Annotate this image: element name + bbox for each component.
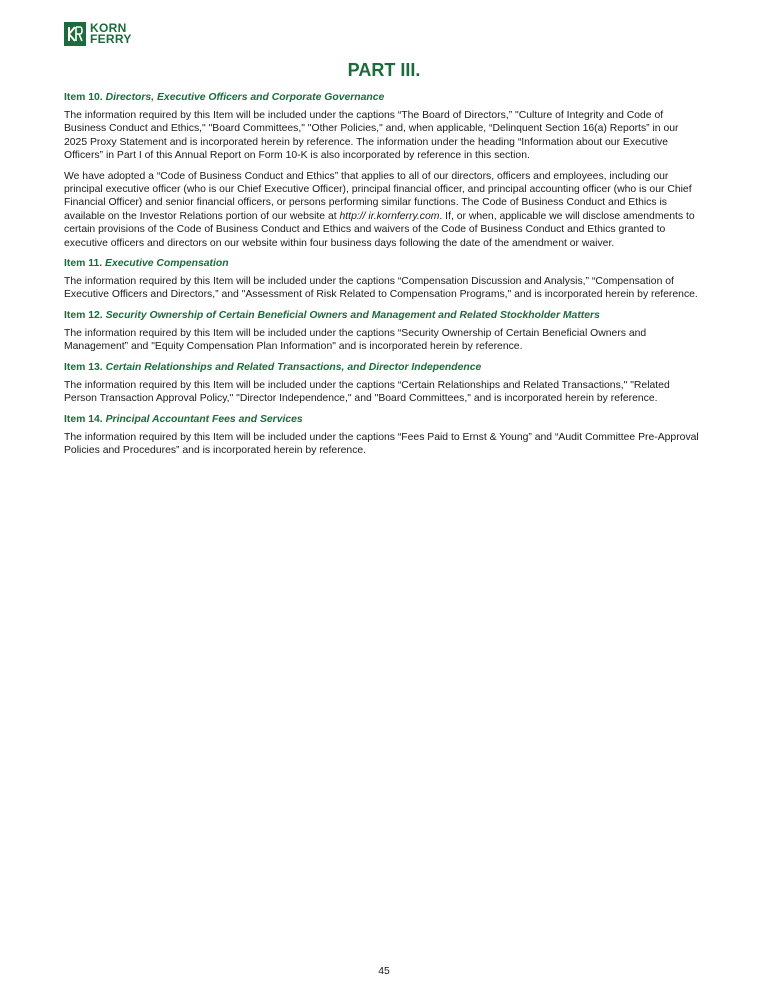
logo-line-2: FERRY — [90, 32, 132, 46]
item-13-section — [64, 361, 704, 406]
item-number: Item 13. — [64, 361, 103, 373]
item-number: Item 14. — [64, 413, 103, 425]
item-14-paragraph-1: The information required by this Item will be included under the captions “Fees Paid to Ernst & Young” and “Audit Committee Pre-Approval Policies and Procedures” and is incorporated herein by reference. — [64, 431, 699, 456]
paragraph-text: . If, or when, applicable we will disclose amendments to certain provisions of the Code of Business Conduct and Ethics and waivers of the Code of Business Conduct and Ethics granted to executive officers and directors on our website within four business days following the date of the amendment or waiver. — [64, 210, 695, 249]
logo-line-1: KORN — [90, 21, 127, 35]
item-12-heading — [64, 309, 704, 322]
item-10-heading — [64, 91, 704, 104]
item-10-paragraph-2 — [64, 170, 704, 250]
item-11-heading — [64, 257, 704, 270]
korn-ferry-logo — [64, 22, 132, 46]
item-title: Directors, Executive Officers and Corporate Governance — [105, 92, 385, 103]
page-title: PART III. — [347, 60, 421, 80]
item-10-section — [64, 91, 704, 250]
item-11-paragraph-1: The information required by this Item will be included under the captions “Compensation Discussion and Analysis,” “Compensation of Executive Officers and Directors,” and "Assessment of Risk Related to Compensation Programs," and is incorporated herein by reference. — [64, 276, 698, 301]
item-13-heading — [64, 361, 704, 374]
document-body — [64, 91, 704, 464]
item-number: Item 10. — [64, 92, 103, 103]
item-13-paragraph-1: The information required by this Item will be included under the captions “Certain Relationships and Related Transactions," "Related Person Transaction Approval Policy," "Director Independence," and "Board Committees," and is incorporated herein by reference. — [64, 379, 670, 405]
item-title: Security Ownership of Certain Beneficial Owners and Management and Related Stockholder Matters — [105, 309, 600, 321]
item-10-paragraph-1: The information required by this Item will be included under the captions “The Board of Directors,” "Culture of Integrity and Code of Business Conduct and Ethics," "Board Committees," "Other Policies," and, when applicable, “Delinquent Section 16(a) Reports” in our 2025 Proxy Statement and is incorporated herein by reference. The information under the heading “Information about our Executive Officers” in Part I of this Annual Report on Form 10-K is also incorporated by reference in this section. — [64, 110, 679, 162]
website-link[interactable]: http:// ir.kornferry.com — [339, 210, 440, 222]
item-title: Executive Compensation — [105, 258, 229, 270]
item-12-section — [64, 309, 704, 354]
logo-wordmark — [90, 23, 132, 45]
item-14-heading — [64, 413, 704, 426]
paragraph-text: We have adopted a “Code of Business Conduct and Ethics” that applies to all of our directors, officers and employees, including our principal executive officer (who is our Chief Executive Officer), principal financial officer, and principal accounting officer (who is our Chief Financial Officer) and senior financial officers, or persons performing similar functions. The Code of Business Conduct and Ethics is available on the Investor Relations portion of our website at — [64, 170, 692, 222]
item-12-paragraph-1: The information required by this Item will be included under the captions “Security Ownership of Certain Beneficial Owners and Management” and "Equity Compensation Plan Information" and is incorporated herein by reference. — [64, 327, 647, 353]
item-number: Item 11. — [64, 258, 103, 270]
page-number: 45 — [378, 966, 390, 977]
korn-ferry-logo-mark-icon — [64, 22, 86, 46]
item-number: Item 12. — [64, 309, 103, 321]
item-title: Certain Relationships and Related Transactions, and Director Independence — [105, 361, 482, 373]
item-11-section — [64, 257, 704, 302]
item-14-section — [64, 413, 704, 458]
item-title: Principal Accountant Fees and Services — [105, 413, 303, 425]
